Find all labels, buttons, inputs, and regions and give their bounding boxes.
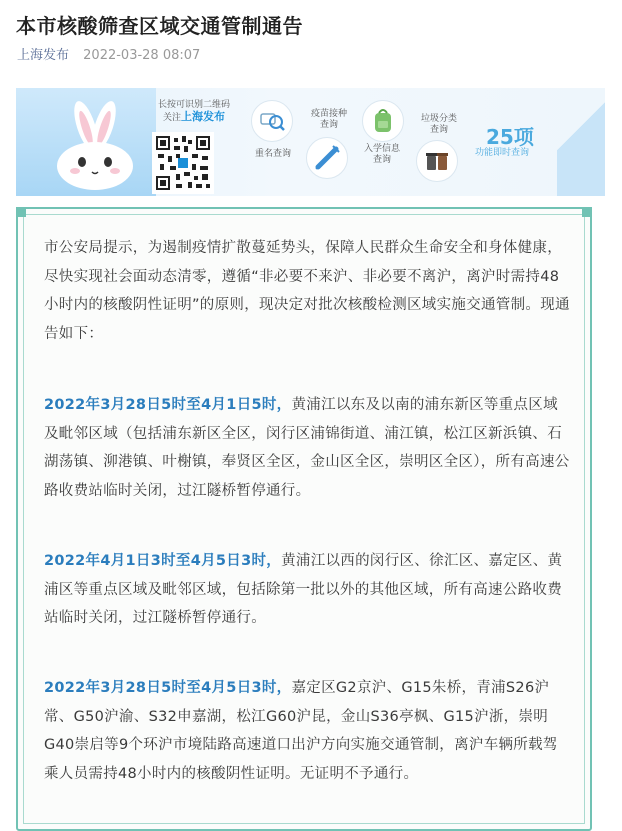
qr-hint: 长按可识别二维码 关注上海发布 — [157, 100, 230, 123]
garbage-search-label: 垃圾分类 查询 — [420, 114, 457, 135]
notice-paragraph-2 — [44, 547, 572, 633]
notice-paragraph-3-text: 嘉定区G2京沪、G15朱桥，青浦S26沪常、G50沪渝、S32申嘉湖，松江G60沪昆，金山S36亭枫、G15沪浙，崇明G40崇启等9个环沪市境陆路高速道口出沪方向实施交通管制，离沪车辆所载驾乘人员需持48小时内的核酸阴性证明。无证明不予通行。 — [44, 680, 558, 782]
promo-banner[interactable] — [16, 88, 605, 196]
function-count-caption: 功能即时查询 — [475, 148, 530, 158]
corner-decoration — [16, 207, 26, 217]
article-title: 本市核酸筛查区域交通管制通告 — [16, 14, 303, 38]
banner-corner-decoration — [557, 88, 605, 196]
notice-box — [16, 207, 592, 831]
notice-paragraph-1-time: 2022年3月28日5时至4月1日5时， — [44, 397, 292, 413]
enrollment-search-label: 入学信息 查询 — [363, 144, 400, 165]
notice-paragraph-3 — [44, 674, 572, 788]
trash-bin-icon — [417, 141, 457, 181]
name-search-button[interactable] — [251, 100, 293, 142]
vaccine-search-label: 疫苗接种 查询 — [310, 109, 347, 130]
notice-paragraph-2-time: 2022年4月1日3时至4月5日3时， — [44, 553, 282, 569]
function-count: 25项 — [486, 125, 534, 149]
article-source-link[interactable]: 上海发布 — [17, 48, 70, 63]
qr-code[interactable] — [152, 132, 214, 194]
notice-paragraph-1 — [44, 391, 572, 505]
vaccine-search-button[interactable] — [306, 137, 348, 179]
corner-decoration — [582, 207, 592, 217]
garbage-search-button[interactable] — [416, 140, 458, 182]
notice-paragraph-2-text: 黄浦江以西的闵行区、徐汇区、嘉定区、黄浦区等重点区域及毗邻区域，包括除第一批以外的其他区域，所有高速公路收费站临时关闭，过江隧桥暂停通行。 — [44, 553, 563, 627]
name-search-label: 重名查询 — [254, 149, 291, 159]
syringe-icon — [307, 138, 347, 178]
article-meta — [17, 44, 200, 63]
notice-paragraph-1-text: 黄浦江以东及以南的浦东新区等重点区域及毗邻区域（包括浦东新区全区，闵行区浦锦街道、浦江镇，松江区新浜镇、石湖荡镇、泖港镇、叶榭镇，奉贤区全区，金山区全区，崇明区全区），所有高速公路收费站临时关闭，过江隧桥暂停通行。 — [44, 397, 570, 499]
notice-paragraph-3-time: 2022年3月28日5时至4月5日3时， — [44, 680, 292, 696]
search-icon — [252, 101, 292, 141]
backpack-icon — [363, 101, 403, 141]
article-date: 2022-03-28 08:07 — [83, 48, 201, 63]
rabbit-mascot-icon — [40, 96, 150, 192]
enrollment-search-button[interactable] — [362, 100, 404, 142]
notice-intro: 市公安局提示，为遏制疫情扩散蔓延势头，保障人民群众生命安全和身体健康，尽快实现社会面动态清零，遵循“非必要不来沪、非必要不离沪，离沪时需持48小时内的核酸阴性证明”的原则，现决定对批次核酸检测区域实施交通管制。现通告如下： — [44, 240, 570, 342]
